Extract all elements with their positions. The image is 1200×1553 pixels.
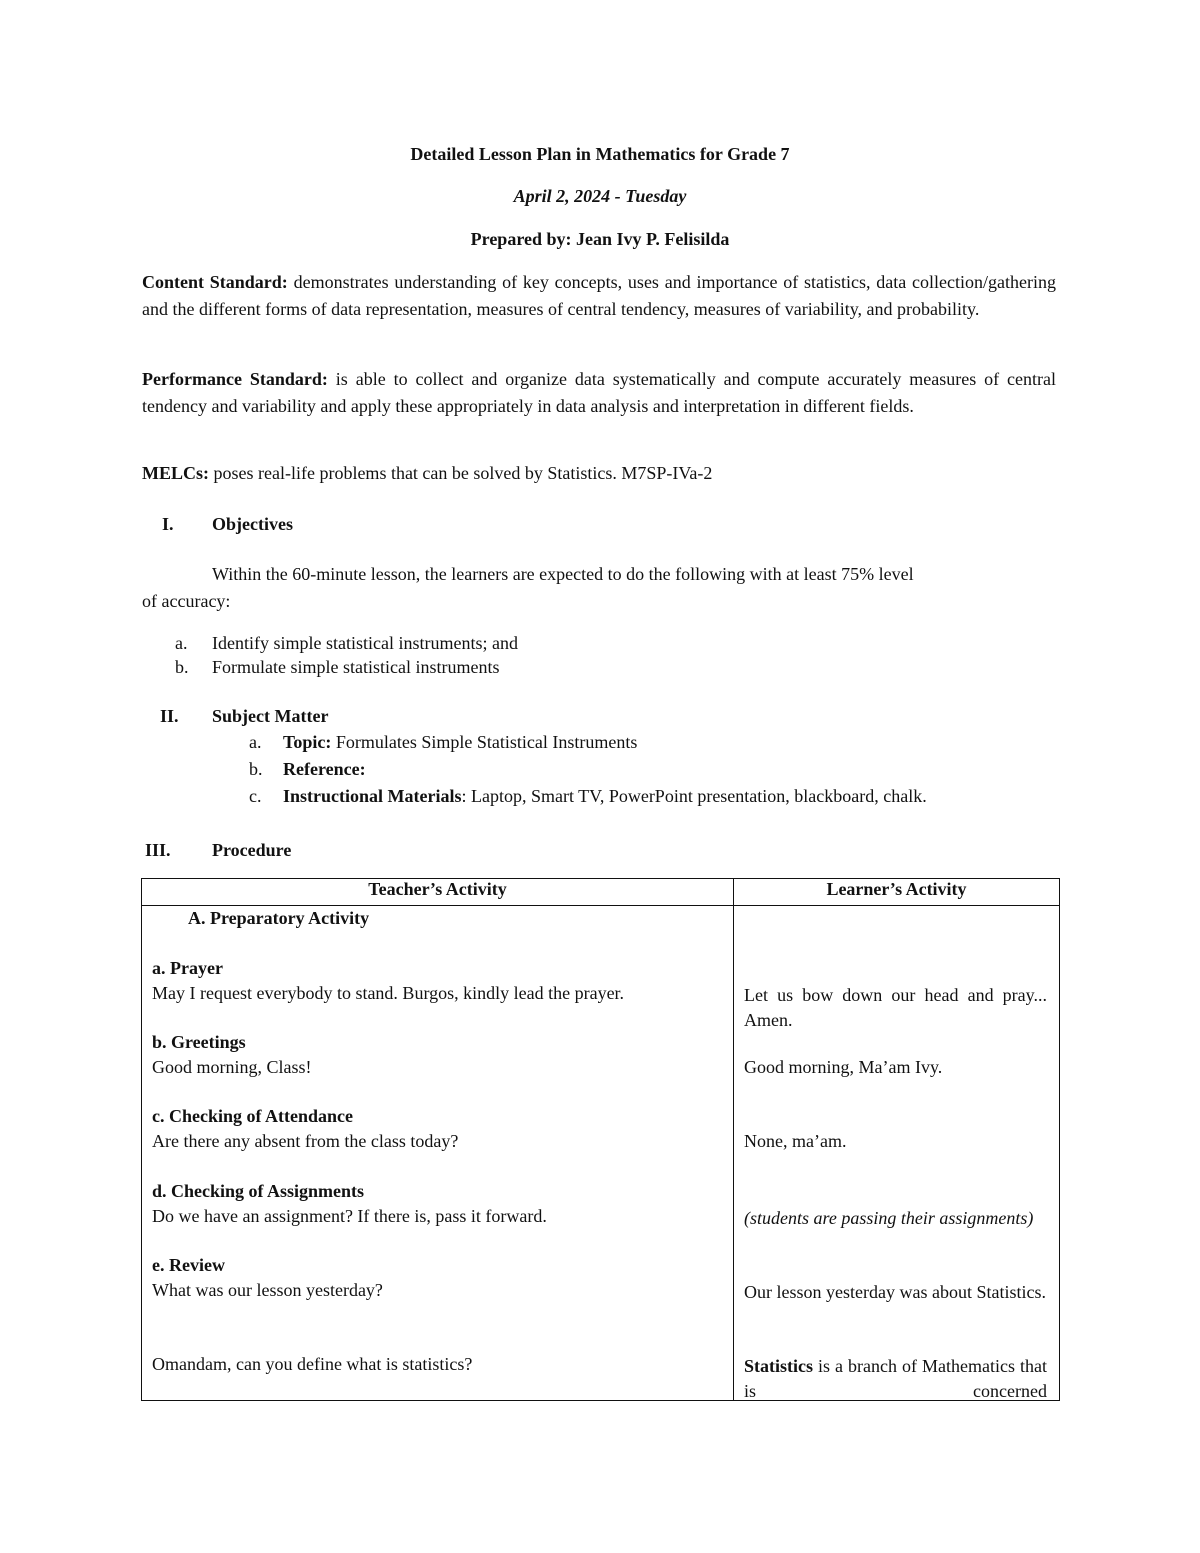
subject-marker-b: b. (249, 759, 263, 779)
table-row (142, 906, 1060, 1401)
materials-label: Instructional Materials (283, 786, 462, 806)
greetings-title: b. Greetings (152, 1032, 246, 1052)
greetings-learner-text: Good morning, Ma’am Ivy. (744, 1057, 943, 1077)
greetings-teacher-text: Good morning, Class! (152, 1057, 312, 1077)
subject-matter-numeral: II. (160, 706, 179, 726)
procedure-table (141, 878, 1060, 1401)
performance-standard-text: is able to collect and organize data systematically and compute accurately measures of central tendency and variability and apply these appropriately in data analysis and interpretation in different fields. (142, 369, 1056, 416)
prepared-by: Prepared by: Jean Ivy P. Felisilda (470, 229, 730, 249)
learner-activity-header: Learner’s Activity (734, 879, 1060, 906)
objective-item-b: Formulate simple statistical instruments (212, 657, 500, 677)
topic-text: Formulates Simple Statistical Instruments (331, 732, 638, 752)
attendance-teacher-text: Are there any absent from the class today? (152, 1131, 459, 1151)
assignments-teacher-text: Do we have an assignment? If there is, pass it forward. (152, 1206, 547, 1226)
procedure-numeral: III. (145, 840, 171, 860)
subject-item-materials (283, 786, 927, 807)
define-learner-text (744, 1354, 1047, 1403)
define-learner-rest: is a branch of Mathematics that is concerned (744, 1356, 1047, 1401)
learner-activity-cell (734, 906, 1060, 1401)
attendance-title: c. Checking of Attendance (152, 1106, 353, 1126)
define-teacher-text: Omandam, can you define what is statistics? (152, 1354, 473, 1374)
objective-item-a: Identify simple statistical instruments; and (212, 633, 518, 653)
performance-standard-label: Performance Standard: (142, 369, 328, 389)
subject-item-reference (283, 759, 366, 780)
lesson-date: April 2, 2024 - Tuesday (513, 186, 687, 206)
objectives-heading: Objectives (212, 514, 293, 534)
melcs-label: MELCs: (142, 463, 209, 483)
document-title: Detailed Lesson Plan in Mathematics for Grade 7 (410, 144, 790, 164)
materials-text: : Laptop, Smart TV, PowerPoint presentation, blackboard, chalk. (461, 786, 927, 806)
review-teacher-text: What was our lesson yesterday? (152, 1280, 383, 1300)
content-standard-label: Content Standard: (142, 272, 288, 292)
statistics-term: Statistics (744, 1356, 813, 1376)
review-title: e. Review (152, 1255, 225, 1275)
assignments-learner-text: (students are passing their assignments) (744, 1208, 1034, 1228)
preparatory-activity-heading: A. Preparatory Activity (188, 908, 370, 928)
assignments-title: d. Checking of Assignments (152, 1181, 365, 1201)
objectives-intro-line2: of accuracy: (142, 591, 231, 611)
content-standard (142, 269, 1056, 322)
content-standard-text: demonstrates understanding of key concepts, uses and importance of statistics, data collection/gathering and the different forms of data representation, measures of central tendency, measures of variability, and probability. (142, 272, 1056, 319)
review-learner-text: Our lesson yesterday was about Statistics. (744, 1282, 1046, 1302)
teacher-activity-header: Teacher’s Activity (142, 879, 734, 906)
objective-marker-b: b. (175, 657, 189, 677)
attendance-learner-text: None, ma’am. (744, 1131, 847, 1151)
objectives-numeral: I. (162, 514, 174, 534)
prayer-teacher-text: May I request everybody to stand. Burgos, kindly lead the prayer. (152, 983, 625, 1003)
subject-matter-heading: Subject Matter (212, 706, 329, 726)
subject-marker-a: a. (249, 732, 262, 752)
subject-item-topic (283, 732, 637, 753)
objectives-intro-line1: Within the 60-minute lesson, the learners are expected to do the following with at least 75% level (212, 564, 914, 584)
prayer-learner-text: Let us bow down our head and pray... Amen. (744, 985, 1047, 1030)
prayer-title: a. Prayer (152, 958, 223, 978)
table-header-row (142, 879, 1060, 906)
reference-label: Reference: (283, 759, 366, 779)
objective-marker-a: a. (175, 633, 188, 653)
melcs-text: poses real-life problems that can be solved by Statistics. M7SP-IVa-2 (213, 463, 713, 483)
procedure-heading: Procedure (212, 840, 292, 860)
melcs (142, 463, 712, 484)
teacher-activity-cell (142, 906, 734, 1401)
performance-standard (142, 366, 1056, 419)
topic-label: Topic: (283, 732, 332, 752)
subject-marker-c: c. (249, 786, 262, 806)
